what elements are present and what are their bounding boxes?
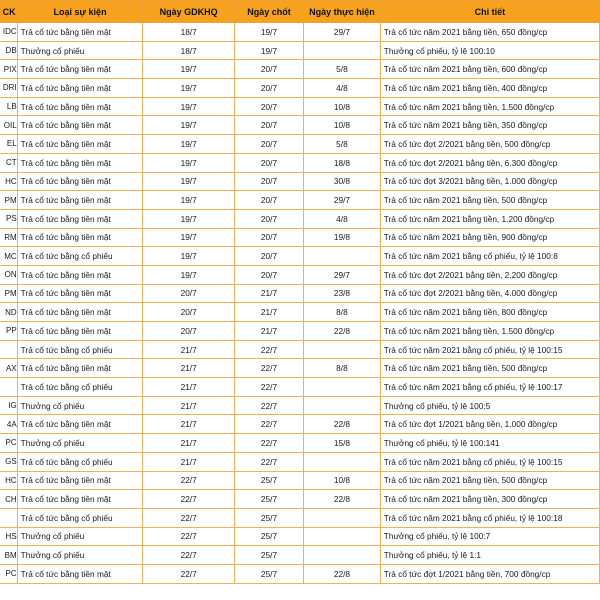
cell-payment-date: 8/8 xyxy=(304,359,381,378)
cell-record-date: 19/7 xyxy=(234,41,303,60)
cell-record-date: 25/7 xyxy=(234,546,303,565)
table-row xyxy=(0,564,600,583)
cell-event-type: Thưởng cổ phiếu xyxy=(17,396,143,415)
cell-stock-code: EL xyxy=(0,135,17,154)
cell-stock-code: HC xyxy=(0,172,17,191)
cell-stock-code xyxy=(0,508,17,527)
cell-ex-date: 19/7 xyxy=(143,247,234,266)
table-row xyxy=(0,191,600,210)
cell-record-date: 20/7 xyxy=(234,228,303,247)
cell-event-type: Trả cổ tức bằng tiền mặt xyxy=(17,97,143,116)
table-row xyxy=(0,508,600,527)
cell-detail: Trả cổ tức năm 2021 bằng tiền, 500 đồng/cp xyxy=(380,191,599,210)
cell-event-type: Trả cổ tức bằng tiền mặt xyxy=(17,153,143,172)
cell-payment-date: 15/8 xyxy=(304,434,381,453)
table-row xyxy=(0,340,600,359)
cell-record-date: 20/7 xyxy=(234,172,303,191)
cell-event-type: Trả cổ tức bằng tiền mặt xyxy=(17,490,143,509)
header-record-date: Ngày chốt xyxy=(234,1,303,23)
cell-payment-date: 8/8 xyxy=(304,303,381,322)
cell-payment-date: 22/8 xyxy=(304,564,381,583)
cell-detail: Trả cổ tức đợt 2/2021 bằng tiền, 4.000 đồng/cp xyxy=(380,284,599,303)
cell-ex-date: 22/7 xyxy=(143,564,234,583)
cell-record-date: 25/7 xyxy=(234,490,303,509)
table-row xyxy=(0,172,600,191)
table-row xyxy=(0,378,600,397)
table-row xyxy=(0,23,600,42)
cell-payment-date: 19/8 xyxy=(304,228,381,247)
cell-record-date: 20/7 xyxy=(234,247,303,266)
table-row xyxy=(0,452,600,471)
table-row xyxy=(0,265,600,284)
cell-ex-date: 21/7 xyxy=(143,378,234,397)
table-row xyxy=(0,97,600,116)
cell-payment-date xyxy=(304,378,381,397)
cell-event-type: Trả cổ tức bằng tiền mặt xyxy=(17,415,143,434)
cell-stock-code: ND xyxy=(0,303,17,322)
cell-detail: Trả cổ tức năm 2021 bằng tiền, 1.500 đồng/cp xyxy=(380,322,599,341)
cell-payment-date xyxy=(304,247,381,266)
cell-record-date: 20/7 xyxy=(234,116,303,135)
cell-ex-date: 22/7 xyxy=(143,546,234,565)
cell-record-date: 22/7 xyxy=(234,378,303,397)
cell-stock-code xyxy=(0,378,17,397)
header-event-type: Loại sự kiện xyxy=(17,1,143,23)
cell-event-type: Trả cổ tức bằng cổ phiếu xyxy=(17,508,143,527)
table-row xyxy=(0,396,600,415)
cell-detail: Thưởng cổ phiếu, tỷ lệ 100:7 xyxy=(380,527,599,546)
table-row xyxy=(0,303,600,322)
header-payment-date: Ngày thực hiện xyxy=(304,1,381,23)
cell-payment-date: 23/8 xyxy=(304,284,381,303)
table-row xyxy=(0,209,600,228)
cell-payment-date: 29/7 xyxy=(304,191,381,210)
cell-event-type: Trả cổ tức bằng tiền mặt xyxy=(17,23,143,42)
cell-ex-date: 21/7 xyxy=(143,452,234,471)
cell-ex-date: 19/7 xyxy=(143,116,234,135)
cell-payment-date xyxy=(304,527,381,546)
table-row xyxy=(0,247,600,266)
cell-detail: Trả cổ tức năm 2021 bằng tiền, 1.200 đồng/cp xyxy=(380,209,599,228)
cell-payment-date: 10/8 xyxy=(304,116,381,135)
cell-payment-date xyxy=(304,508,381,527)
cell-ex-date: 22/7 xyxy=(143,508,234,527)
cell-event-type: Trả cổ tức bằng cổ phiếu xyxy=(17,452,143,471)
cell-stock-code: BM xyxy=(0,546,17,565)
cell-record-date: 20/7 xyxy=(234,265,303,284)
cell-ex-date: 18/7 xyxy=(143,23,234,42)
table-row xyxy=(0,153,600,172)
cell-ex-date: 20/7 xyxy=(143,284,234,303)
cell-event-type: Trả cổ tức bằng tiền mặt xyxy=(17,60,143,79)
cell-payment-date: 29/7 xyxy=(304,265,381,284)
cell-stock-code: OIL xyxy=(0,116,17,135)
cell-ex-date: 19/7 xyxy=(143,191,234,210)
cell-ex-date: 19/7 xyxy=(143,228,234,247)
cell-stock-code: CH xyxy=(0,490,17,509)
cell-stock-code: DB xyxy=(0,41,17,60)
cell-event-type: Trả cổ tức bằng tiền mặt xyxy=(17,359,143,378)
cell-payment-date: 22/8 xyxy=(304,322,381,341)
table-row xyxy=(0,434,600,453)
cell-stock-code: PC xyxy=(0,564,17,583)
cell-stock-code: PS xyxy=(0,209,17,228)
cell-ex-date: 20/7 xyxy=(143,322,234,341)
cell-stock-code: MC xyxy=(0,247,17,266)
cell-record-date: 20/7 xyxy=(234,153,303,172)
cell-event-type: Trả cổ tức bằng tiền mặt xyxy=(17,191,143,210)
cell-stock-code: IDC xyxy=(0,23,17,42)
cell-detail: Trả cổ tức năm 2021 bằng cổ phiếu, tỷ lệ 100:17 xyxy=(380,378,599,397)
cell-stock-code: GS xyxy=(0,452,17,471)
cell-ex-date: 18/7 xyxy=(143,41,234,60)
table-row xyxy=(0,60,600,79)
cell-record-date: 22/7 xyxy=(234,415,303,434)
header-ex-date: Ngày GDKHQ xyxy=(143,1,234,23)
header-stock-code: CK xyxy=(0,1,17,23)
cell-stock-code: AX xyxy=(0,359,17,378)
cell-payment-date: 22/8 xyxy=(304,415,381,434)
cell-detail: Trả cổ tức năm 2021 bằng cổ phiếu, tỷ lệ 100:15 xyxy=(380,452,599,471)
cell-ex-date: 21/7 xyxy=(143,340,234,359)
cell-event-type: Trả cổ tức bằng tiền mặt xyxy=(17,135,143,154)
cell-event-type: Trả cổ tức bằng cổ phiếu xyxy=(17,378,143,397)
cell-detail: Thưởng cổ phiếu, tỷ lệ 100:141 xyxy=(380,434,599,453)
cell-event-type: Trả cổ tức bằng tiền mặt xyxy=(17,303,143,322)
cell-payment-date: 5/8 xyxy=(304,135,381,154)
cell-detail: Trả cổ tức năm 2021 bằng tiền, 400 đồng/cp xyxy=(380,79,599,98)
cell-stock-code: HC xyxy=(0,471,17,490)
table-row xyxy=(0,284,600,303)
cell-stock-code: HS xyxy=(0,527,17,546)
table-row xyxy=(0,41,600,60)
cell-detail: Trả cổ tức đợt 1/2021 bằng tiền, 1.000 đồng/cp xyxy=(380,415,599,434)
table-row xyxy=(0,546,600,565)
cell-payment-date: 10/8 xyxy=(304,97,381,116)
cell-record-date: 22/7 xyxy=(234,452,303,471)
cell-record-date: 22/7 xyxy=(234,434,303,453)
cell-event-type: Trả cổ tức bằng tiền mặt xyxy=(17,564,143,583)
table-row xyxy=(0,228,600,247)
cell-detail: Trả cổ tức năm 2021 bằng cổ phiếu, tỷ lệ 100:8 xyxy=(380,247,599,266)
cell-event-type: Trả cổ tức bằng tiền mặt xyxy=(17,265,143,284)
cell-event-type: Trả cổ tức bằng tiền mặt xyxy=(17,79,143,98)
cell-record-date: 20/7 xyxy=(234,191,303,210)
cell-detail: Trả cổ tức năm 2021 bằng tiền, 600 đồng/cp xyxy=(380,60,599,79)
cell-record-date: 25/7 xyxy=(234,471,303,490)
cell-detail: Trả cổ tức năm 2021 bằng tiền, 350 đồng/cp xyxy=(380,116,599,135)
cell-event-type: Trả cổ tức bằng tiền mặt xyxy=(17,284,143,303)
cell-event-type: Trả cổ tức bằng cổ phiếu xyxy=(17,340,143,359)
cell-payment-date: 22/8 xyxy=(304,490,381,509)
cell-record-date: 22/7 xyxy=(234,359,303,378)
cell-ex-date: 19/7 xyxy=(143,265,234,284)
cell-stock-code: ON xyxy=(0,265,17,284)
cell-detail: Thưởng cổ phiếu, tỷ lệ 100:10 xyxy=(380,41,599,60)
cell-payment-date: 30/8 xyxy=(304,172,381,191)
cell-payment-date xyxy=(304,452,381,471)
cell-record-date: 20/7 xyxy=(234,135,303,154)
cell-record-date: 25/7 xyxy=(234,564,303,583)
cell-detail: Thưởng cổ phiếu, tỷ lệ 1:1 xyxy=(380,546,599,565)
cell-ex-date: 19/7 xyxy=(143,135,234,154)
cell-record-date: 20/7 xyxy=(234,209,303,228)
cell-payment-date xyxy=(304,396,381,415)
cell-event-type: Thưởng cổ phiếu xyxy=(17,434,143,453)
cell-stock-code: LB xyxy=(0,97,17,116)
cell-payment-date: 18/8 xyxy=(304,153,381,172)
cell-detail: Trả cổ tức năm 2021 bằng tiền, 650 đồng/cp xyxy=(380,23,599,42)
cell-detail: Trả cổ tức năm 2021 bằng tiền, 900 đồng/cp xyxy=(380,228,599,247)
cell-payment-date: 29/7 xyxy=(304,23,381,42)
table-row xyxy=(0,359,600,378)
cell-stock-code: PP xyxy=(0,322,17,341)
cell-payment-date: 4/8 xyxy=(304,209,381,228)
cell-ex-date: 19/7 xyxy=(143,153,234,172)
cell-detail: Trả cổ tức năm 2021 bằng tiền, 300 đồng/cp xyxy=(380,490,599,509)
table-row xyxy=(0,471,600,490)
cell-record-date: 22/7 xyxy=(234,340,303,359)
cell-record-date: 21/7 xyxy=(234,303,303,322)
table-row xyxy=(0,527,600,546)
cell-record-date: 20/7 xyxy=(234,97,303,116)
cell-payment-date: 10/8 xyxy=(304,471,381,490)
header-detail: Chi tiết xyxy=(380,1,599,23)
cell-record-date: 20/7 xyxy=(234,60,303,79)
cell-detail: Trả cổ tức năm 2021 bằng tiền, 500 đồng/cp xyxy=(380,471,599,490)
cell-detail: Trả cổ tức năm 2021 bằng tiền, 800 đồng/cp xyxy=(380,303,599,322)
cell-stock-code: PC xyxy=(0,434,17,453)
cell-event-type: Trả cổ tức bằng tiền mặt xyxy=(17,172,143,191)
cell-record-date: 19/7 xyxy=(234,23,303,42)
cell-ex-date: 21/7 xyxy=(143,434,234,453)
cell-detail: Trả cổ tức đợt 1/2021 bằng tiền, 700 đồng/cp xyxy=(380,564,599,583)
cell-ex-date: 19/7 xyxy=(143,60,234,79)
cell-ex-date: 19/7 xyxy=(143,79,234,98)
cell-detail: Trả cổ tức năm 2021 bằng tiền, 1.500 đồng/cp xyxy=(380,97,599,116)
cell-stock-code: 4A xyxy=(0,415,17,434)
cell-stock-code: PIX xyxy=(0,60,17,79)
cell-ex-date: 22/7 xyxy=(143,527,234,546)
cell-payment-date xyxy=(304,340,381,359)
cell-detail: Trả cổ tức năm 2021 bằng cổ phiếu, tỷ lệ 100:15 xyxy=(380,340,599,359)
cell-record-date: 20/7 xyxy=(234,79,303,98)
cell-event-type: Trả cổ tức bằng tiền mặt xyxy=(17,322,143,341)
cell-stock-code: IG xyxy=(0,396,17,415)
cell-event-type: Thưởng cổ phiếu xyxy=(17,527,143,546)
cell-record-date: 25/7 xyxy=(234,527,303,546)
cell-record-date: 22/7 xyxy=(234,396,303,415)
cell-payment-date xyxy=(304,546,381,565)
cell-detail: Trả cổ tức đợt 3/2021 bằng tiền, 1.000 đồng/cp xyxy=(380,172,599,191)
cell-detail: Trả cổ tức năm 2021 bằng tiền, 500 đồng/cp xyxy=(380,359,599,378)
cell-ex-date: 21/7 xyxy=(143,415,234,434)
cell-record-date: 21/7 xyxy=(234,284,303,303)
cell-stock-code: PM xyxy=(0,191,17,210)
cell-detail: Trả cổ tức đợt 2/2021 bằng tiền, 2.200 đồng/cp xyxy=(380,265,599,284)
cell-detail: Thưởng cổ phiếu, tỷ lệ 100:5 xyxy=(380,396,599,415)
cell-stock-code: RM xyxy=(0,228,17,247)
table-row xyxy=(0,490,600,509)
cell-stock-code xyxy=(0,340,17,359)
cell-stock-code: DRI xyxy=(0,79,17,98)
cell-event-type: Trả cổ tức bằng tiền mặt xyxy=(17,209,143,228)
cell-ex-date: 22/7 xyxy=(143,490,234,509)
cell-ex-date: 19/7 xyxy=(143,97,234,116)
cell-payment-date: 4/8 xyxy=(304,79,381,98)
cell-event-type: Trả cổ tức bằng tiền mặt xyxy=(17,228,143,247)
table-row xyxy=(0,116,600,135)
cell-stock-code: CT xyxy=(0,153,17,172)
cell-ex-date: 19/7 xyxy=(143,209,234,228)
cell-record-date: 21/7 xyxy=(234,322,303,341)
cell-record-date: 25/7 xyxy=(234,508,303,527)
table-row xyxy=(0,415,600,434)
cell-ex-date: 20/7 xyxy=(143,303,234,322)
cell-stock-code: PM xyxy=(0,284,17,303)
cell-ex-date: 19/7 xyxy=(143,172,234,191)
table-header-row xyxy=(0,1,600,23)
cell-payment-date xyxy=(304,41,381,60)
table-row xyxy=(0,322,600,341)
cell-event-type: Thưởng cổ phiếu xyxy=(17,41,143,60)
cell-detail: Trả cổ tức đợt 2/2021 bằng tiền, 500 đồng/cp xyxy=(380,135,599,154)
cell-ex-date: 22/7 xyxy=(143,471,234,490)
cell-detail: Trả cổ tức năm 2021 bằng cổ phiếu, tỷ lệ 100:18 xyxy=(380,508,599,527)
cell-event-type: Trả cổ tức bằng tiền mặt xyxy=(17,116,143,135)
cell-payment-date: 5/8 xyxy=(304,60,381,79)
table-body xyxy=(0,23,600,584)
table-row xyxy=(0,79,600,98)
cell-ex-date: 21/7 xyxy=(143,396,234,415)
cell-detail: Trả cổ tức đợt 2/2021 bằng tiền, 6.300 đồng/cp xyxy=(380,153,599,172)
table-row xyxy=(0,135,600,154)
cell-event-type: Trả cổ tức bằng cổ phiếu xyxy=(17,247,143,266)
cell-event-type: Thưởng cổ phiếu xyxy=(17,546,143,565)
cell-event-type: Trả cổ tức bằng tiền mặt xyxy=(17,471,143,490)
cell-ex-date: 21/7 xyxy=(143,359,234,378)
